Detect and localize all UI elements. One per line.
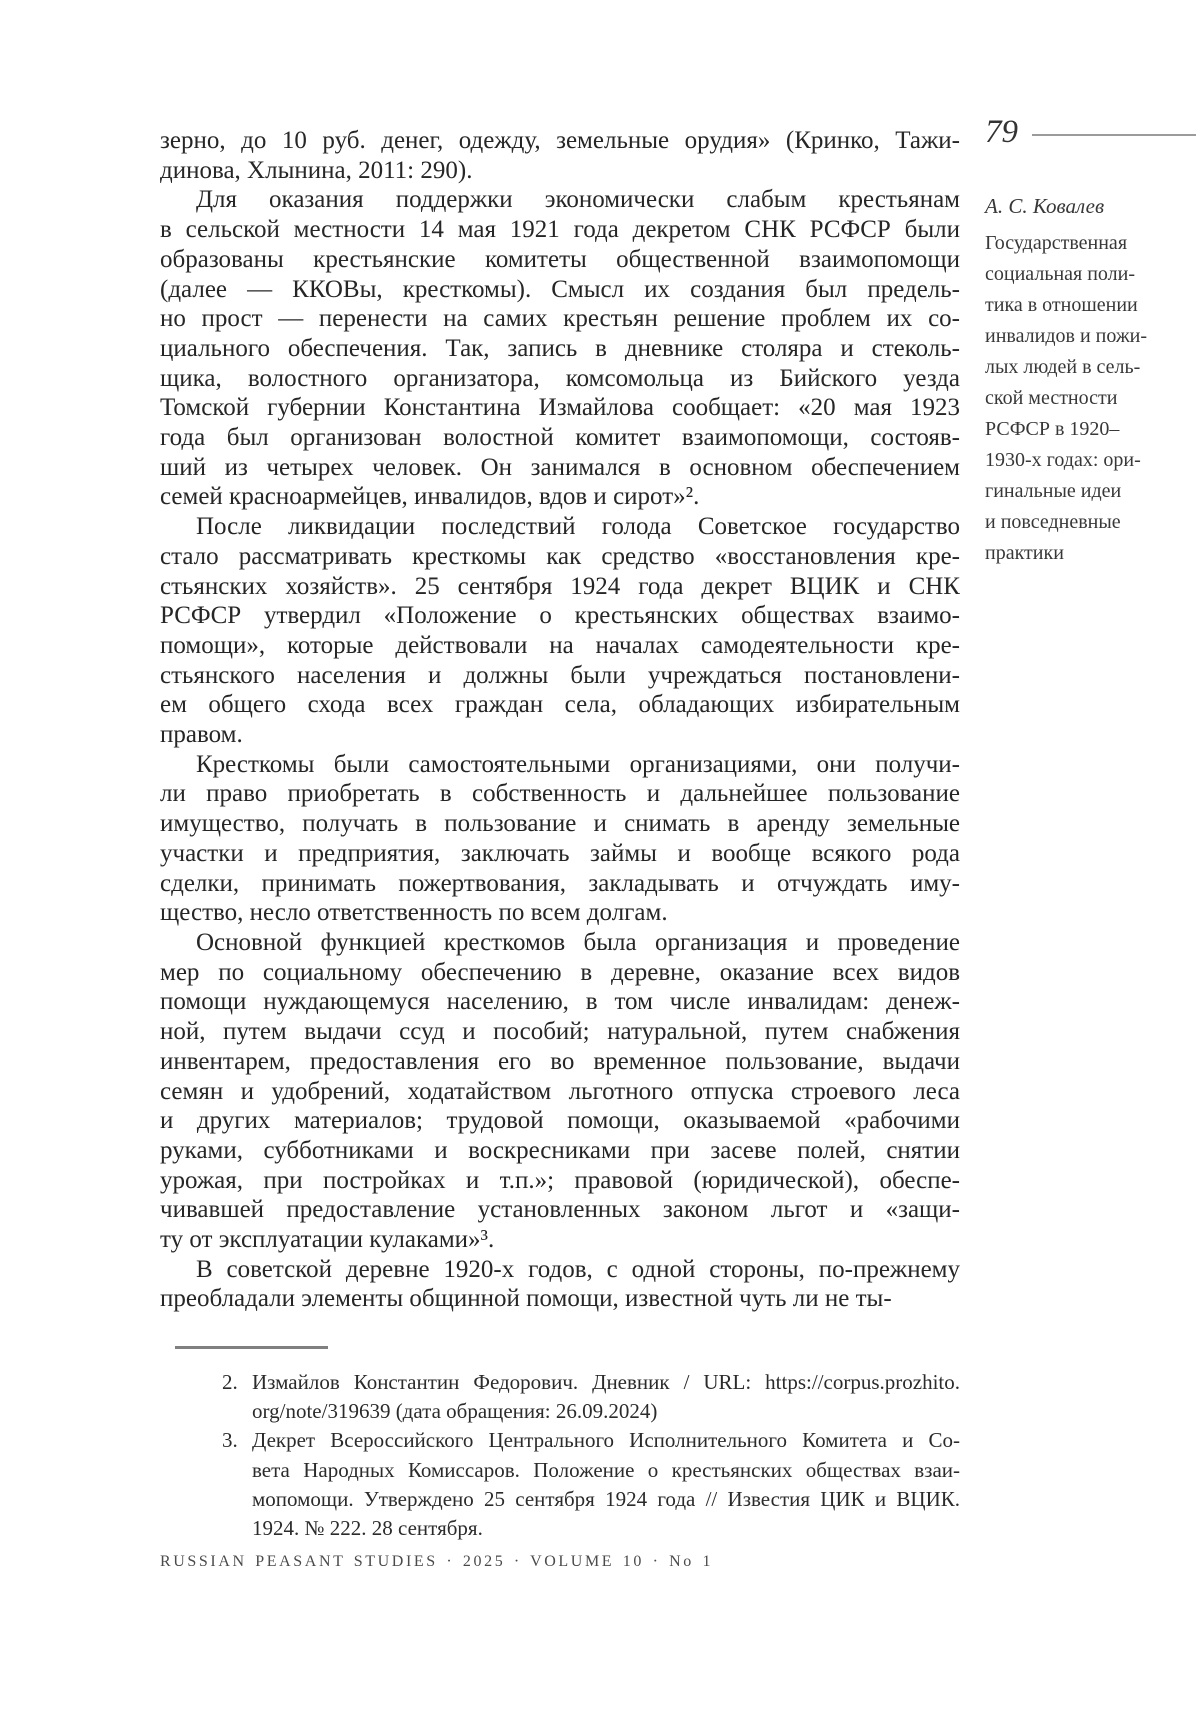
footnote-number: 2. [222,1370,238,1394]
text-line: урожая, при постройках и т.п.»; правовой (юридической), обеспе- [160,1166,960,1194]
text-line: семян и удобрений, ходатайством льготного отпуска строевого леса [160,1077,960,1105]
article-title-line: социальная поли- [985,263,1135,285]
text-line: в сельской местности 14 мая 1921 года декретом СНК РСФСР были [160,216,960,244]
text-line: Для оказания поддержки экономически слабым крестьянам [196,186,960,214]
footnote-line: org/note/319639 (дата обращения: 26.09.2024) [252,1399,658,1424]
text-line: ли право приобретать в собственность и дальнейшее пользование [160,780,960,808]
footnote-number: 3. [222,1428,238,1453]
text-line: и других материалов; трудовой помощи, оказываемой «рабочими [160,1107,960,1135]
article-title [985,228,1196,569]
article-title-line: лых людей в сель- [985,356,1141,378]
author-name: А. С. Ковалев [985,194,1105,218]
footnote-separator [175,1346,328,1349]
footnote-line: 3. Декрет Всероссийского Центрального Исполнительного Комитета и Со- [160,1426,960,1455]
footnotes [160,1368,960,1543]
text-line: Кресткомы были самостоятельными организациями, они получи- [196,750,960,778]
text-line: стьянских хозяйств». 25 сентября 1924 года декрет ВЦИК и СНК [160,572,960,600]
text-line: образованы крестьянские комитеты общественной взаимопомощи [160,245,960,273]
text-line: ший из четырех человек. Он занимался в основном обеспечением [160,453,960,481]
text-line: руками, субботниками и воскресниками при засеве полей, снятии [160,1136,960,1164]
text-line: динова, Хлынина, 2011: 290). [160,156,473,184]
main-column [160,126,960,1314]
footnote-line: 2. Измайлов Константин Федорович. Дневник / URL: https://corpus.prozhito. [160,1368,960,1397]
text-line: ной, путем выдачи ссуд и пособий; натуральной, путем снабжения [160,1018,960,1046]
article-title-line: 1930-х годах: ори- [985,449,1141,471]
text-line: имущество, получать в пользование и снимать в аренду земельные [160,810,960,838]
article-title-line: практики [985,542,1064,564]
text-line: стало рассматривать кресткомы как средство «восстановления кре- [160,542,960,570]
text-line: но прост — перенести на самих крестьян решение проблем их со- [160,305,960,333]
footnote-line: вета Народных Комиссаров. Положение о крестьянских обществах взаи- [252,1457,960,1482]
text-line: инвентарем, предоставления его во временное пользование, выдачи [160,1047,960,1075]
text-line: Основной функцией кресткомов была организация и проведение [196,928,960,956]
text-line: ту от эксплуатации кулаками»³. [160,1226,495,1254]
text-line: Томской губернии Константина Измайлова сообщает: «20 мая 1923 [160,394,960,422]
page-number-rule [1032,134,1196,137]
page-header [985,112,1196,152]
article-title-line: и повседневные [985,511,1121,533]
text-line: помощи», которые действовали на началах самодеятельности кре- [160,631,960,659]
text-line: чивавшей предоставление установленных законом льгот и «защи- [160,1196,960,1224]
text-line: семей красноармейцев, инвалидов, вдов и сирот»². [160,483,700,511]
journal-footer: RUSSIAN PEASANT STUDIES · 2025 · VOLUME 10 · No 1 [160,1553,714,1570]
article-title-line: ской местности [985,387,1118,409]
text-line: преобладали элементы общинной помощи, известной чуть ли не ты- [160,1285,892,1313]
margin-column [985,112,1196,569]
footnote-line: мопомощи. Утверждено 25 сентября 1924 года // Известия ЦИК и ВЦИК. [252,1486,960,1511]
text-line: В советской деревне 1920-х годов, с одной стороны, по-прежнему [196,1255,960,1283]
text-line: стьянского населения и должны были учреждаться постановлени- [160,661,960,689]
article-title-line: РСФСР в 1920– [985,418,1120,440]
text-line: зерно, до 10 руб. денег, одежду, земельные орудия» (Кринко, Тажи- [160,127,960,154]
text-line: года был организован волостной комитет взаимопомощи, состояв- [160,424,960,452]
article-title-line: тика в отношении [985,294,1138,316]
page-number: 79 [985,113,1018,150]
text-line: (далее — ККОВы, кресткомы). Смысл их создания был предель- [160,275,960,303]
text-line: мер по социальному обеспечению в деревне, оказание всех видов [160,958,960,986]
text-line: ем общего схода всех граждан села, обладающих избирательным [160,691,960,719]
text-line: правом. [160,721,243,749]
footnote-line: 1924. № 222. 28 сентября. [252,1516,483,1541]
text-line: сделки, принимать пожертвования, закладывать и отчуждать иму- [160,869,960,897]
article-title-line: Государственная [985,232,1128,254]
text-line: щество, несло ответственность по всем долгам. [160,899,668,927]
article-title-line: гинальные идеи [985,480,1122,502]
text-line: помощи нуждающемуся населению, в том числе инвалидам: денеж- [160,988,960,1016]
text-line: После ликвидации последствий голода Советское государство [196,513,960,541]
text-line: участки и предприятия, заключать займы и вообще всякого рода [160,839,960,867]
body-text [160,126,960,1314]
article-title-line: инвалидов и пожи- [985,325,1148,347]
text-line: РСФСР утвердил «Положение о крестьянских обществах взаимо- [160,602,960,630]
text-line: щика, волостного организатора, комсомольца из Бийского уезда [160,364,960,392]
text-line: циального обеспечения. Так, запись в дневнике столяра и стеколь- [160,334,960,362]
